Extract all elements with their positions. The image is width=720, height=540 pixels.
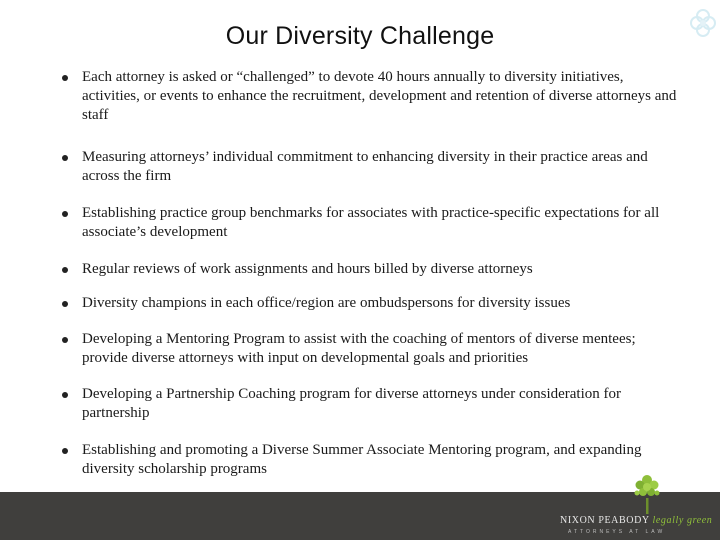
firm-name: NIXON PEABODY [560,515,650,526]
bullet-dot [62,301,68,307]
firm-logo [560,515,712,526]
tree-icon [632,470,662,516]
firm-tagline: ATTORNEYS AT LAW [568,529,666,535]
bullet-item [62,68,682,125]
bullet-text: Measuring attorneys’ individual commitment to enhancing diversity in their practice areas and across the firm [82,149,648,184]
bullet-text: Each attorney is asked or “challenged” to devote 40 hours annually to diversity initiatives, activities, or events to enhance the recruitment, development and retention of diverse attorneys and staff [82,69,677,123]
bullet-text: Developing a Partnership Coaching program for diverse attorneys under consideration for partnership [82,386,622,421]
bullet-dot [62,392,68,398]
bullet-text: Developing a Mentoring Program to assist with the coaching of mentors of diverse mentees; provide diverse attorneys with input on developmental goals and priorities [82,331,636,366]
bullet-item [62,441,682,479]
bullet-text: Establishing and promoting a Diverse Summer Associate Mentoring program, and expanding diversity scholarship programs [82,442,642,477]
bullet-dot [62,448,68,454]
bullet-item [62,294,682,313]
legally-green-label: legally green [652,515,713,526]
bullet-item [62,330,682,368]
bullet-item [62,204,682,242]
flower-icon [688,6,718,40]
bullet-item [62,148,682,186]
bullet-dot [62,211,68,217]
bullet-dot [62,337,68,343]
bullet-item [62,260,682,279]
bullet-dot [62,75,68,81]
slide-title: Our Diversity Challenge [225,22,495,50]
bullet-dot [62,155,68,161]
bullet-text: Diversity champions in each office/region are ombudspersons for diversity issues [82,295,571,311]
bullet-text: Regular reviews of work assignments and hours billed by diverse attorneys [82,261,533,277]
bullet-item [62,385,682,423]
bullet-dot [62,267,68,273]
bullet-text: Establishing practice group benchmarks for associates with practice-specific expectations for all associate’s development [82,205,660,240]
